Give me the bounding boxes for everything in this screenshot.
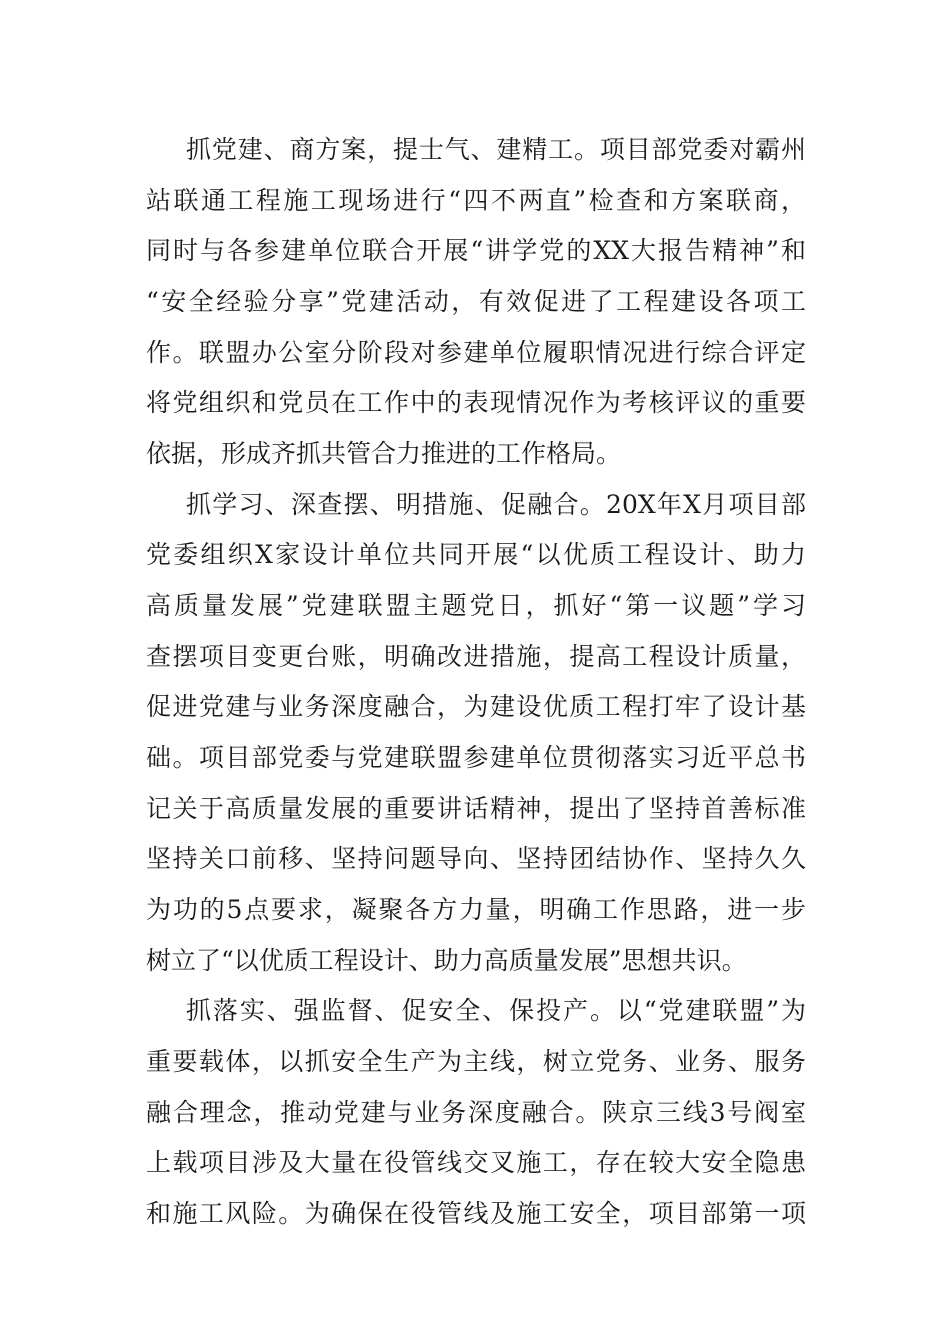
paragraph-3-line-3: 融合理念，推动党建与业务深度融合。陕京三线3号阀室 bbox=[146, 1098, 806, 1127]
paragraph-2-line-5: 促进党建与业务深度融合，为建设优质工程打牢了设计基 bbox=[146, 692, 806, 721]
paragraph-2-line-1: 抓学习、深查摆、明措施、促融合。20X年X月项目部 bbox=[186, 490, 806, 519]
paragraph-2-line-2: 党委组织X家设计单位共同开展“以优质工程设计、助力 bbox=[146, 540, 806, 569]
paragraph-2-line-6: 础。项目部党委与党建联盟参建单位贯彻落实习近平总书 bbox=[146, 743, 806, 772]
paragraph-3-line-1: 抓落实、强监督、促安全、保投产。以“党建联盟”为 bbox=[186, 996, 806, 1025]
paragraph-2-line-8: 坚持关口前移、坚持问题导向、坚持团结协作、坚持久久 bbox=[146, 844, 806, 873]
paragraph-2-line-4: 查摆项目变更台账，明确改进措施，提高工程设计质量， bbox=[146, 642, 806, 671]
paragraph-2-line-3: 高质量发展”党建联盟主题党日，抓好“第一议题”学习 bbox=[146, 591, 806, 620]
paragraph-1-line-4: “安全经验分享”党建活动，有效促进了工程建设各项工 bbox=[146, 287, 806, 316]
paragraph-1-line-3: 同时与各参建单位联合开展“讲学党的XX大报告精神”和 bbox=[146, 236, 806, 265]
paragraph-2-line-10: 树立了“以优质工程设计、助力高质量发展”思想共识。 bbox=[146, 946, 747, 975]
paragraph-3-line-4: 上载项目涉及大量在役管线交叉施工，存在较大安全隐患 bbox=[146, 1148, 806, 1177]
paragraph-1-line-6: 将党组织和党员在工作中的表现情况作为考核评议的重要 bbox=[146, 388, 806, 417]
paragraph-1-line-5: 作。联盟办公室分阶段对参建单位履职情况进行综合评定 bbox=[146, 338, 806, 367]
paragraph-1-line-2: 站联通工程施工现场进行“四不两直”检查和方案联商， bbox=[146, 186, 806, 215]
paragraph-1-line-7: 依据，形成齐抓共管合力推进的工作格局。 bbox=[146, 439, 622, 468]
paragraph-3-line-5: 和施工风险。为确保在役管线及施工安全，项目部第一项 bbox=[146, 1199, 806, 1228]
paragraph-2-line-9: 为功的5点要求，凝聚各方力量，明确工作思路，进一步 bbox=[146, 895, 806, 924]
paragraph-1-line-1: 抓党建、商方案，提士气、建精工。项目部党委对霸州 bbox=[186, 135, 806, 164]
paragraph-3-line-2: 重要载体，以抓安全生产为主线，树立党务、业务、服务 bbox=[146, 1047, 806, 1076]
paragraph-2-line-7: 记关于高质量发展的重要讲话精神，提出了坚持首善标准 bbox=[146, 794, 806, 823]
